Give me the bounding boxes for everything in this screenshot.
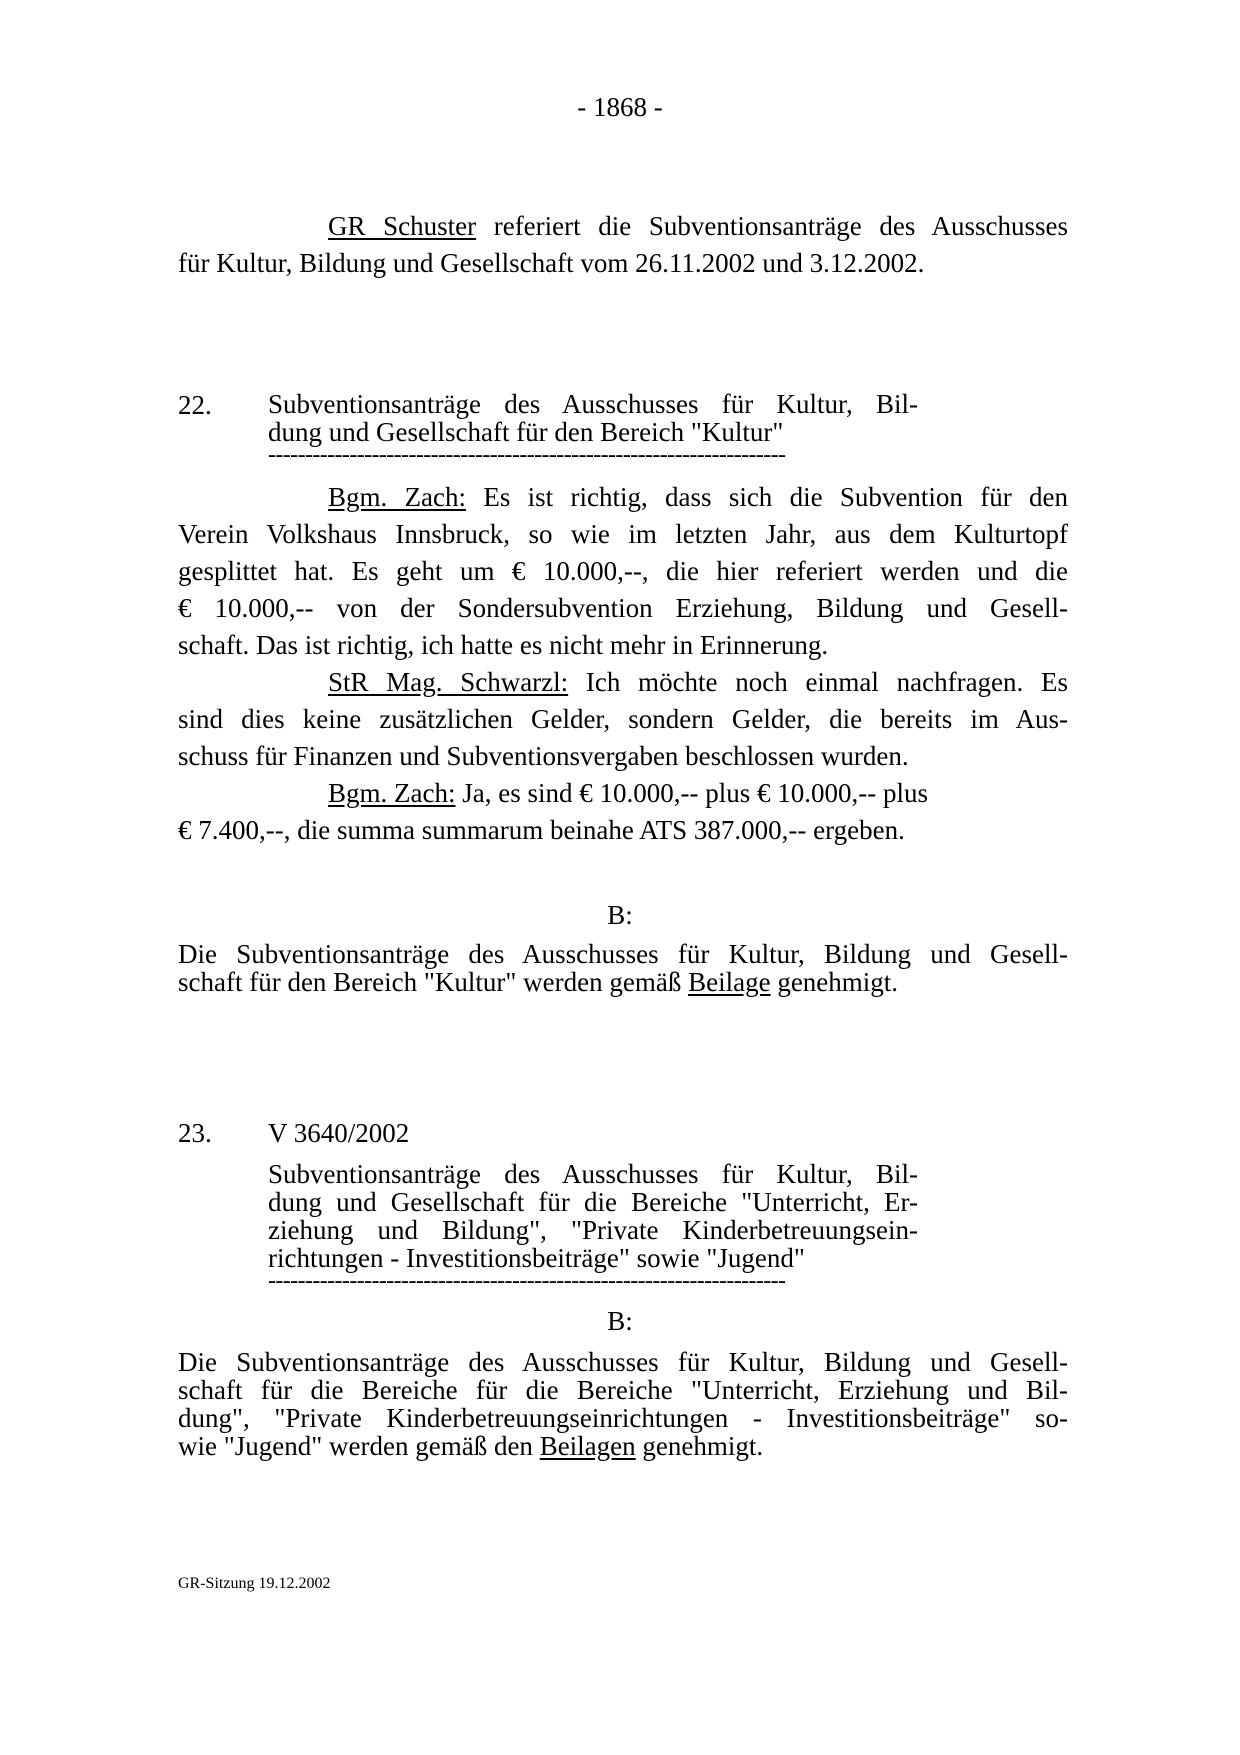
item-23-title-line: dung und Gesellschaft für die Bereiche "Unterricht, Er- <box>268 1187 918 1217</box>
resolution-line: wie "Jugend" werden gemäß den Beilagen genehmigt. <box>178 1431 764 1461</box>
resolution-line: schaft für die Bereiche für die Bereiche "Unterricht, Erziehung und Bil- <box>178 1375 1068 1405</box>
item-23-resolution <box>178 1348 1068 1460</box>
resolution-line: dung", "Private Kinderbetreuungseinrichtungen - Investitionsbeiträge" so- <box>178 1403 1068 1433</box>
discussion-line: schuss für Finanzen und Subventionsvergaben beschlossen wurden. <box>178 741 909 771</box>
item-23-reference: V 3640/2002 <box>268 1118 410 1148</box>
intro-line-1: GR Schuster referiert die Subventionsanträge des Ausschusses <box>328 211 1068 241</box>
item-23-divider: ---------------------------------------------------------------------- <box>268 1268 786 1294</box>
beilagen-link: Beilagen <box>539 1431 636 1461</box>
page-number: - 1868 - <box>577 92 663 122</box>
discussion-line: Bgm. Zach: Ja, es sind € 10.000,-- plus € 10.000,-- plus <box>328 778 928 808</box>
beilage-link: Beilage <box>688 967 771 997</box>
speaker-bgm-zach: Bgm. Zach: <box>328 778 456 808</box>
item-22-title-line: dung und Gesellschaft für den Bereich "Kultur" <box>268 417 784 447</box>
item-23-number: 23. <box>178 1118 212 1148</box>
resolution-line: Die Subventionsanträge des Ausschusses für Kultur, Bildung und Gesell- <box>178 939 1068 969</box>
speaker-str-mag-schwarzl: StR Mag. Schwarzl: <box>328 667 569 697</box>
discussion-line: schaft. Das ist richtig, ich hatte es nicht mehr in Erinnerung. <box>178 630 829 660</box>
item-22-number: 22. <box>178 390 212 420</box>
item-22-divider: ---------------------------------------------------------------------- <box>268 442 786 468</box>
discussion-line: Verein Volkshaus Innsbruck, so wie im letzten Jahr, aus dem Kulturtopf <box>178 519 1068 549</box>
item-23-title <box>268 1160 918 1272</box>
item-22-title-line: Subventionsanträge des Ausschusses für Kultur, Bil- <box>268 389 918 419</box>
resolution-line: Die Subventionsanträge des Ausschusses für Kultur, Bildung und Gesell- <box>178 1347 1068 1377</box>
discussion-line: gesplittet hat. Es geht um € 10.000,--, die hier referiert werden und die <box>178 556 1068 586</box>
item-23-resolution-label: B: <box>607 1306 633 1336</box>
discussion-line: Bgm. Zach: Es ist richtig, dass sich die Subvention für den <box>328 482 1068 512</box>
speaker-bgm-zach: Bgm. Zach: <box>328 482 467 512</box>
item-22-resolution <box>178 940 1068 996</box>
item-22-resolution-label: B: <box>607 900 633 930</box>
resolution-line: schaft für den Bereich "Kultur" werden gemäß Beilage genehmigt. <box>178 967 899 997</box>
discussion-line: € 10.000,-- von der Sondersubvention Erziehung, Bildung und Gesell- <box>178 593 1068 623</box>
item-23-title-line: ziehung und Bildung", "Private Kinderbetreuungsein- <box>268 1215 918 1245</box>
speaker-gr-schuster: GR Schuster <box>328 211 477 241</box>
item-22-discussion <box>178 479 1068 849</box>
intro-paragraph <box>178 208 1068 282</box>
discussion-line: € 7.400,--, die summa summarum beinahe ATS 387.000,-- ergeben. <box>178 815 905 845</box>
intro-line-2: für Kultur, Bildung und Gesellschaft vom 26.11.2002 und 3.12.2002. <box>178 248 925 278</box>
footer-session-date: GR-Sitzung 19.12.2002 <box>178 1575 331 1592</box>
item-23-title-line: Subventionsanträge des Ausschusses für Kultur, Bil- <box>268 1159 918 1189</box>
item-23-title-line: richtungen - Investitionsbeiträge" sowie "Jugend" <box>268 1243 805 1273</box>
item-22-title <box>268 390 918 446</box>
discussion-line: StR Mag. Schwarzl: Ich möchte noch einmal nachfragen. Es <box>328 667 1068 697</box>
discussion-line: sind dies keine zusätzlichen Gelder, sondern Gelder, die bereits im Aus- <box>178 704 1068 734</box>
